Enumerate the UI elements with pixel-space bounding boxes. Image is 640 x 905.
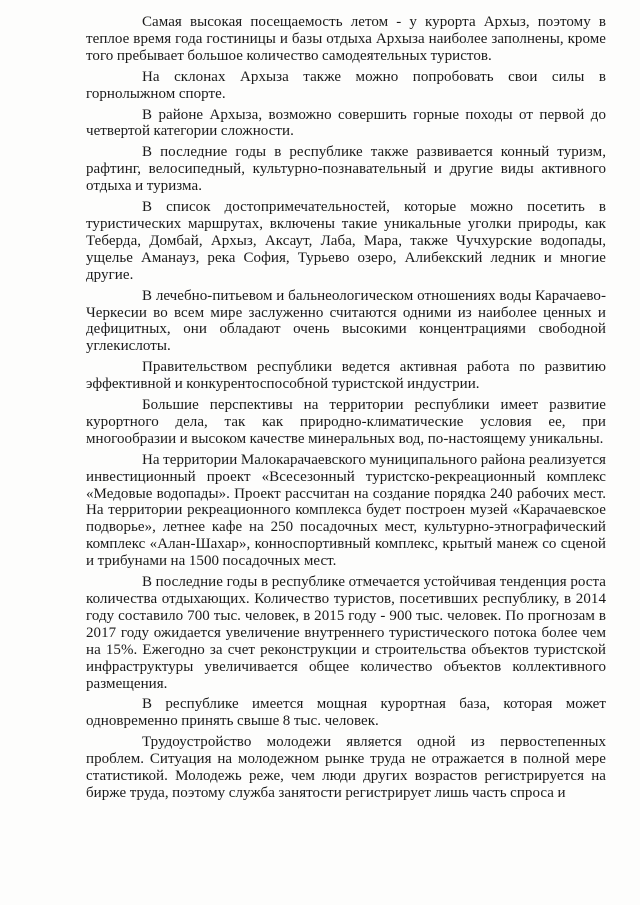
paragraph-investment-project: На территории Малокарачаевского муниципального района реализуется инвестиционный проект «Всесезонный туристско-рекреационный комплекс «Медовые водопады». Проект рассчитан на создание порядка 240 рабочих мест. На территории рекреационного комплекса будет построен музей «Карачаевское подворье», летнее кафе на 250 посадочных мест, культурно-этнографический комплекс «Алан-Шахар», конноспортивный комплекс, крытый манеж со сценой и трибунами на 1500 посадочных мест.	[86, 451, 606, 570]
paragraph-tourist-growth: В последние годы в республике отмечается устойчивая тенденция роста количества отдыхающих. Количество туристов, посетивших республику, в 2014 году составило 700 тыс. человек, в 2015 году - 900 тыс. человек. По прогнозам в 2017 году ожидается увеличение внутреннего туристического потока более чем на 15%. Ежегодно за счет реконструкции и строительства объектов туристской инфраструктуры увеличивается общее количество объектов коллективного размещения.	[86, 574, 606, 692]
document-body	[86, 14, 606, 802]
paragraph-government-work: Правительством республики ведется активная работа по развитию эффективной и конкурентоспособной туристской индустрии.	[86, 359, 606, 393]
paragraph-mineral-waters: В лечебно-питьевом и бальнеологическом отношениях воды Карачаево-Черкесии во всем мире заслуженно считаются одними из наиболее ценных и дефицитных, они обладают очень высокими концентрациями свободной углекислоты.	[86, 287, 606, 355]
paragraph-resort-base: В республике имеется мощная курортная база, которая может одновременно принять свыше 8 тыс. человек.	[86, 696, 606, 730]
paragraph-mountain-hikes: В районе Архыза, возможно совершить горные походы от первой до четвертой категории сложности.	[86, 106, 606, 140]
paragraph-arkhyz-attendance: Самая высокая посещаемость летом - у курорта Архыз, поэтому в теплое время года гостиницы и базы отдыха Архыза наиболее заполнены, кроме того пребывает большое количество самодеятельных туристов.	[86, 14, 606, 64]
paragraph-active-tourism: В последние годы в республике также развивается конный туризм, рафтинг, велосипедный, культурно-познавательный и другие виды активного отдыха и туризма.	[86, 144, 606, 195]
paragraph-resort-prospects: Большие перспективы на территории республики имеет развитие курортного дела, так как природно-климатические условия ее, при многообразии и высоком качестве минеральных вод, по-настоящему уникальны.	[86, 397, 606, 447]
paragraph-youth-employment: Трудоустройство молодежи является одной из первостепенных проблем. Ситуация на молодежном рынке труда не отражается в полной мере статистикой. Молодежь реже, чем люди других возрастов регистрируется на бирже труда, поэтому служба занятости регистрирует лишь часть спроса и	[86, 734, 606, 801]
paragraph-ski-slopes: На склонах Архыза также можно попробовать свои силы в горнолыжном спорте.	[86, 68, 606, 102]
paragraph-attractions: В список достопримечательностей, которые можно посетить в туристических маршрутах, включены такие уникальные уголки природы, как Теберда, Домбай, Архыз, Аксаут, Лаба, Мара, также Чучхурские водопады, ущелье Аманауз, река София, Турьево озеро, Алибекский ледник и многие другие.	[86, 199, 606, 283]
